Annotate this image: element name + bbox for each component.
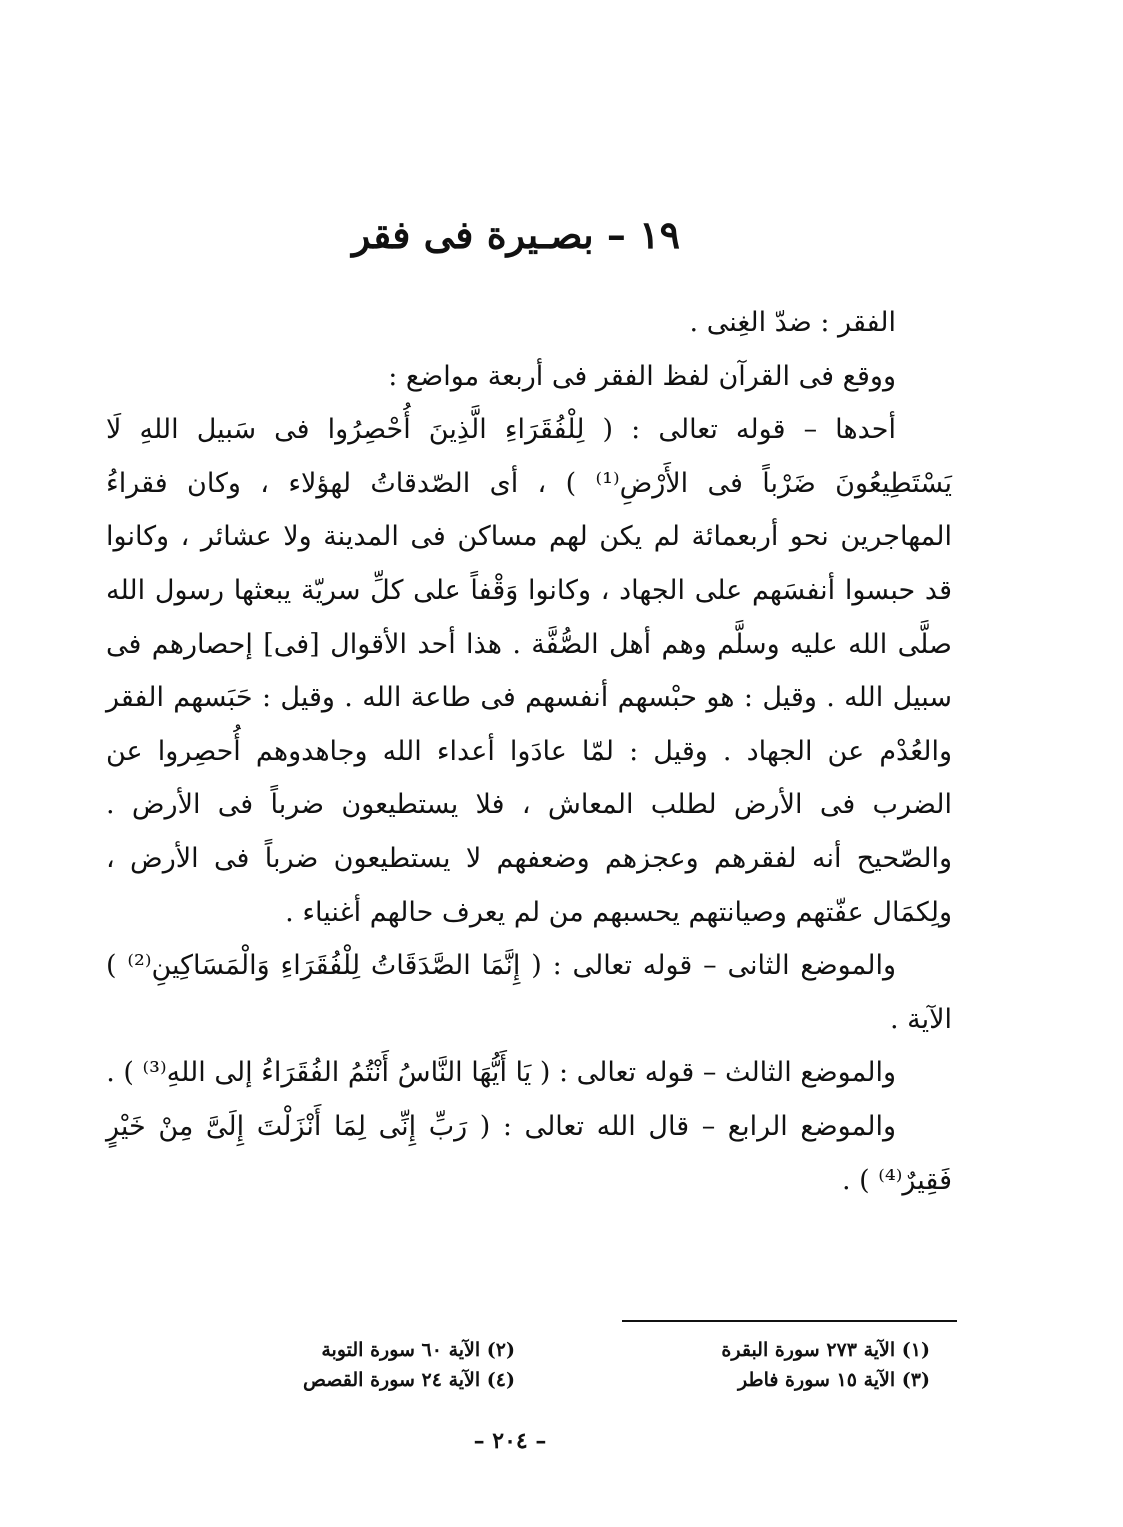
footnote-1: (١) الآية ٢٧٣ سورة البقرة [721,1339,930,1361]
paragraph-fourth-place: والموضع الرابع – قال الله تعالى : ( رَبِّ إِنِّى لِمَا أَنْزَلْتَ إِلَىَّ مِنْ خَيْرٍ فَقِيرٌ⁽⁴⁾ ) . [106,1110,952,1196]
paragraph-first-place: أحدها – قوله تعالى : ( لِلْفُقَرَاءِ الَّذِينَ أُحْصِرُوا فى سَبيل اللهِ لَا يَسْتَطِيعُونَ ضَرْباً فى الأَرْضِ⁽¹⁾ ) ، أى الصّدقاتُ لهؤلاء ، وكان فقراءُ المهاجرين نحو أربعمائة لم يكن لهم مساكن فى المدينة ولا عشائر ، وكانوا قد حبسوا أنفسَهم على الجهاد ، وكانوا وَقْفاً على كلِّ سريّة يبعثها رسول الله صلَّى الله عليه وسلَّم وهم أهل الصُّفَّة . هذا أحد الأقوال [فى] إحصارهم فى سبيل الله . وقيل : هو حبْسهم أنفسهم فى طاعة الله . وقيل : حَبَسهم الفقر والعُدْم عن الجهاد . وقيل : لمّا عادَوا أعداء الله وجاهدوهم أُحصِروا عن الضرب فى الأرض لطلب المعاش ، فلا يستطيعون ضرباً فى الأرض . والصّحيح أنه لفقرهم وعجزهم وضعفهم لا يستطيعون ضرباً فى الأرض ، ولِكمَال عفّتهم وصيانتهم يحسبهم من لم يعرف حالهم أغنياء . [106,414,952,928]
paragraph-third-place: والموضع الثالث – قوله تعالى : ( يَا أَيُّهَا النَّاسُ أَنْتُمُ الفُقَرَاءُ إلى اللهِ⁽³⁾ ) . [106,1057,896,1089]
footnote-3: (٣) الآية ١٥ سورة فاطر [737,1369,930,1391]
main-text [106,296,952,1207]
footnotes [240,1335,930,1415]
footnote-divider [622,1320,957,1322]
footnote-2: (٢) الآية ٦٠ سورة التوبة [321,1339,515,1361]
paragraph-intro: ووقع فى القرآن لفظ الفقر فى أربعة مواضع : [388,360,896,392]
paragraph-second-place: والموضع الثانى – قوله تعالى : ( إِنَّمَا الصَّدَقَاتُ لِلْفُقَرَاءِ وَالْمَسَاكِينِ⁽²⁾ ) الآية . [106,950,952,1035]
footnote-4: (٤) الآية ٢٤ سورة القصص [303,1369,515,1391]
section-title: ١٩ – بصـيرة فى فقر [352,212,680,257]
page-number: – ٢٠٤ – [473,1428,547,1454]
paragraph-definition: الفقر : ضدّ الغِنى . [689,307,896,338]
